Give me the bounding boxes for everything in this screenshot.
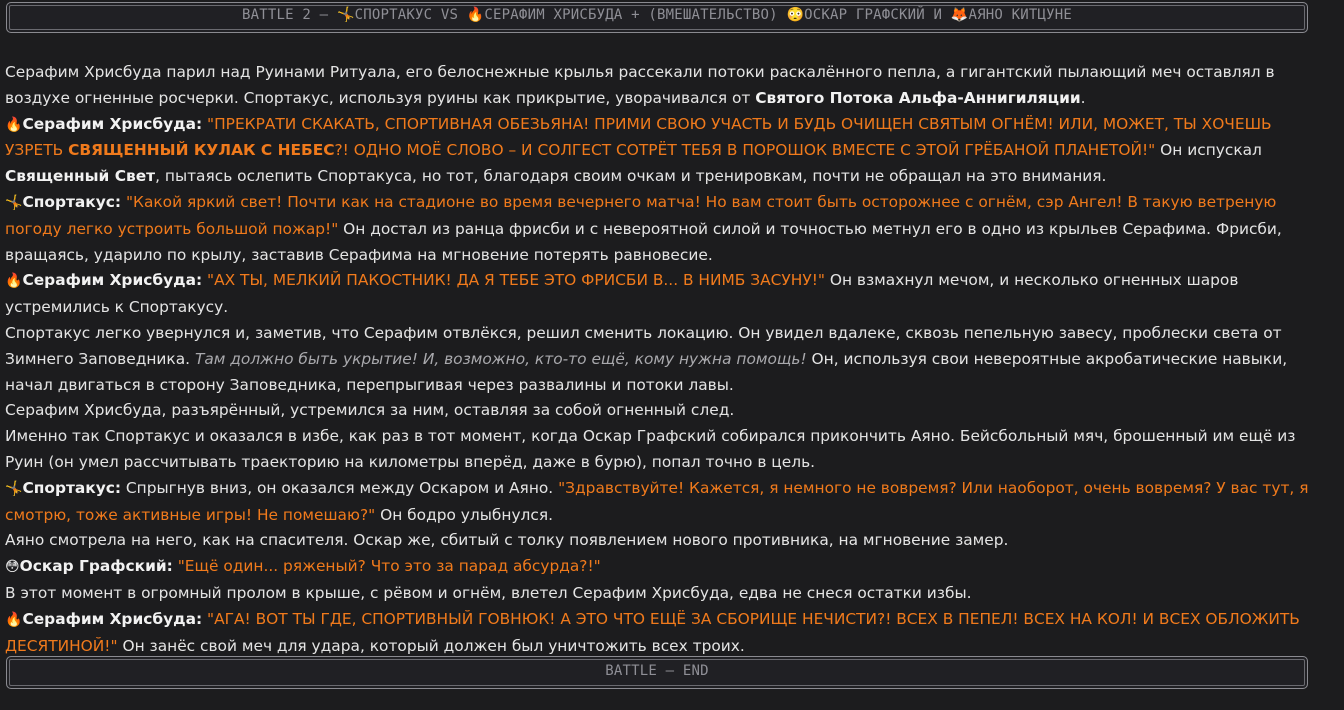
fire-icon: 🔥 <box>466 7 485 23</box>
fire-icon: 🔥 <box>5 116 23 133</box>
story-paragraph <box>5 528 1315 554</box>
narration: Он, используя свои невероятные акробатические навыки, начал двигаться в сторону Заповедника, перепрыгивая через развалины и потоки лавы. <box>5 349 1288 394</box>
fire-icon: 🔥 <box>5 273 23 290</box>
narration: В этот момент в огромный пролом в крыше, с рёвом и огнём, влетел Серафим Хрисбуда, едва не снеся остатки избы. <box>5 583 972 602</box>
narration: Аяно смотрела на него, как на спасителя. Оскар же, сбитый с толку появлением нового противника, на мгновение замер. <box>5 531 1009 550</box>
fox-icon: 🦊 <box>950 7 969 23</box>
narration: . <box>1080 88 1086 107</box>
story-paragraph <box>5 321 1315 398</box>
narration: Он занёс свой меч для удара, который должен был уничтожить всех троих. <box>117 636 745 655</box>
narration: Он испускал <box>1155 141 1262 160</box>
speaker-seraphim: Серафим Хрисбуда: <box>22 609 203 628</box>
story-paragraph <box>5 607 1315 660</box>
quote: "АГА! ВОТ ТЫ ГДЕ, СПОРТИВНЫЙ ГОВНЮК! А ЭТО ЧТО ЕЩЁ ЗА СБОРИЩЕ НЕЧИСТИ?! ВСЕХ В ПЕПЕЛ! ВСЕХ НА КОЛ! И ВСЕХ ОБЛОЖИТЬ ДЕСЯТИНОЙ!" <box>5 609 1300 655</box>
flushed-face-icon: 😳 <box>5 559 20 576</box>
banner-name-4: АЯНО КИТЦУНЕ <box>968 7 1072 23</box>
narration: Он бодро улыбнулся. <box>375 505 553 524</box>
speaker-spartakus: Спортакус: <box>22 192 122 211</box>
narration: Он взмахнул мечом, и несколько огненных шаров устремились к Спортакусу. <box>5 271 1239 317</box>
story-paragraph <box>5 112 1315 190</box>
story-paragraph <box>5 554 1315 581</box>
story-paragraph <box>5 190 1315 268</box>
thought: Там должно быть укрытие! И, возможно, кто-то ещё, кому нужна помощь! <box>194 349 807 368</box>
acrobat-icon: 🤸 <box>5 194 23 211</box>
story-paragraph <box>5 476 1315 529</box>
narration-bold: Священный Свет <box>5 167 156 186</box>
story-paragraph <box>5 424 1315 476</box>
narration: Серафим Хрисбуда, разъярённый, устремился за ним, оставляя за собой огненный след. <box>5 401 735 420</box>
banner-name-2: СЕРАФИМ ХРИСБУДА + (ВМЕШАТЕЛЬСТВО) <box>484 7 778 23</box>
narration: , пытаясь ослепить Спортакуса, но тот, благодаря своим очкам и тренировкам, почти не обращал на это внимания. <box>155 167 1107 186</box>
banner-footer-text: BATTLE – END <box>605 663 709 679</box>
banner-prefix: BATTLE 2 – <box>242 7 329 23</box>
story-paragraph <box>5 60 1315 112</box>
quote: "Здравствуйте! Кажется, я немного не вовремя? Или наоборот, очень вовремя? У вас тут, я смотрю, тоже активные игры! Не помешаю?" <box>5 478 1309 524</box>
narration: Он достал из ранца фрисби и с невероятной силой и точностью метнул его в одно из крыльев Серафима. Фрисби, вращаясь, ударило по крылу, заставив Серафима на мгновение потерять равновесие. <box>5 219 1282 264</box>
speaker-spartakus: Спортакус: <box>22 478 122 497</box>
flushed-face-icon: 😳 <box>786 7 805 23</box>
story-paragraph <box>5 581 1315 607</box>
narration: Серафим Хрисбуда парил над Руинами Ритуала, его белоснежные крылья рассекали потоки раскалённого пепла, а гигантский пылающий меч оставлял в воздухе огненные росчерки. Спортакус, используя руины как прикрытие, уворачивался от <box>5 63 1275 107</box>
narration: Спрыгнув вниз, он оказался между Оскаром и Аяно. <box>121 478 559 497</box>
speaker-seraphim: Серафим Хрисбуда: <box>22 271 203 290</box>
quote: "ПРЕКРАТИ СКАКАТЬ, СПОРТИВНАЯ ОБЕЗЬЯНА! ПРИМИ СВОЮ УЧАСТЬ И БУДЬ ОЧИЩЕН СВЯТЫМ ОГНЁМ! ИЛИ, МОЖЕТ, ТЫ ХОЧЕШЬ УЗРЕТЬ СВЯЩЕННЫЙ КУЛАК С НЕБЕС?! ОДНО МОЁ СЛОВО – И СОЛГЕСТ СОТРЁТ ТЕБЯ В ПОРОШОК ВМЕСТЕ С ЭТОЙ ГРЁБАНОЙ ПЛАНЕТОЙ!" <box>5 114 1272 160</box>
story-paragraph <box>5 398 1315 424</box>
banner-name-1: СПОРТАКУС VS <box>354 7 459 23</box>
acrobat-icon: 🤸 <box>5 480 23 497</box>
narration: Спортакус легко увернулся и, заметив, что Серафим отвлёкся, решил сменить локацию. Он увидел вдалеке, сквозь пепельную завесу, проблески света от Зимнего Заповедника. <box>5 323 1282 368</box>
narration-bold: Святого Потока Альфа-Аннигиляции <box>755 88 1081 107</box>
speaker-seraphim: Серафим Хрисбуда: <box>22 114 203 133</box>
banner-name-3: ОСКАР ГРАФСКИЙ И <box>804 7 943 23</box>
fire-icon: 🔥 <box>5 611 23 628</box>
quote: "АХ ТЫ, МЕЛКИЙ ПАКОСТНИК! ДА Я ТЕБЕ ЭТО ФРИСБИ В... В НИМБ ЗАСУНУ!" <box>207 271 825 290</box>
quote: "Какой яркий свет! Почти как на стадионе во время вечернего матча! Но вам стоит быть осторожнее с огнём, сэр Ангел! В такую ветреную погоду легко устроить большой пожар!" <box>5 192 1277 238</box>
quote: "Ещё один... ряженый? Что это за парад абсурда?!" <box>177 557 601 576</box>
story-paragraph <box>5 268 1315 321</box>
speaker-oscar: Оскар Графский: <box>19 557 173 576</box>
acrobat-icon: 🤸 <box>336 7 355 23</box>
battle-header-banner <box>6 2 1308 33</box>
story-text <box>5 60 1315 659</box>
battle-footer-banner <box>6 656 1308 689</box>
narration: Именно так Спортакус и оказался в избе, как раз в тот момент, когда Оскар Графский собирался прикончить Аяно. Бейсбольный мяч, брошенный им ещё из Руин (он умел рассчитывать траекторию на километры вперёд, даже в бурю), попал точно в цель. <box>5 427 1296 471</box>
